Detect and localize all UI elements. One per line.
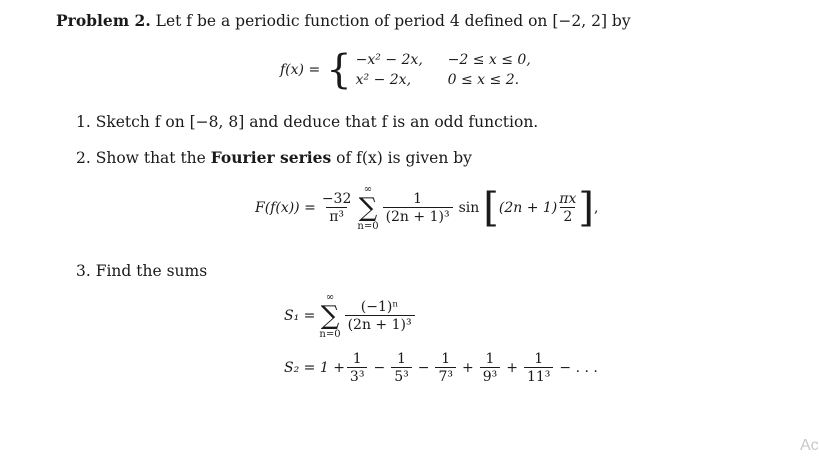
s2-operator: + <box>461 360 474 376</box>
case2-condition: 0 ≤ x ≤ 2. <box>447 72 520 88</box>
sigma-symbol: ∑ <box>358 193 378 223</box>
s2-term-denominator: 9³ <box>480 367 501 385</box>
fourier-term <box>383 191 453 225</box>
sum-upper-limit: ∞ <box>363 184 373 195</box>
s1-denominator: (2n + 1)³ <box>345 315 415 333</box>
item-3: 3. Find the sums <box>76 262 208 280</box>
sin-argument-factor: (2n + 1) <box>498 200 558 216</box>
s2-term-numerator: 1 <box>534 351 544 367</box>
s2-term <box>391 351 412 385</box>
item-2-post: of f(x) is given by <box>331 149 472 167</box>
s1-numerator: (−1)ⁿ <box>360 299 399 315</box>
s1-lower-limit: n=0 <box>319 329 341 340</box>
s2-term-numerator: 1 <box>352 351 362 367</box>
term-denominator: (2n + 1)³ <box>383 207 453 225</box>
s1-upper-limit: ∞ <box>325 292 335 303</box>
problem-label: Problem 2. <box>56 11 151 30</box>
s1-lhs: S₁ = <box>284 308 316 324</box>
s2-term-denominator: 5³ <box>391 367 412 385</box>
item-2 <box>76 148 472 167</box>
watermark-text: Ac <box>800 437 819 454</box>
argument-numerator: πx <box>559 191 577 207</box>
definition-lhs: f(x) = <box>280 62 321 78</box>
s2-term-denominator: 3³ <box>347 367 368 385</box>
s2-operator: + <box>506 360 518 376</box>
left-bracket: [ <box>483 185 499 231</box>
term-numerator: 1 <box>413 191 423 207</box>
problem-statement: Let f be a periodic function of period 4 defined on [−2, 2] by <box>155 12 631 30</box>
argument-denominator: 2 <box>560 207 575 225</box>
s2-lhs: S₂ = 1 + <box>284 360 345 376</box>
s1-term <box>345 299 415 333</box>
case1-condition: −2 ≤ x ≤ 0, <box>447 52 531 68</box>
right-bracket: ] <box>578 185 594 231</box>
s2-operator: − <box>373 360 386 376</box>
case1-expression: −x² − 2x, <box>355 52 423 68</box>
case2-expression: x² − 2x, <box>355 72 412 88</box>
s2-term <box>347 351 368 385</box>
sin-argument-fraction <box>557 191 578 225</box>
s2-operator: − <box>417 360 430 376</box>
coefficient-denominator: π³ <box>326 207 347 225</box>
s2-term-denominator: 11³ <box>524 367 553 385</box>
definition-brace: { <box>326 47 352 93</box>
s2-trailing: − . . . <box>559 360 598 376</box>
s1-summation <box>319 292 340 340</box>
coefficient-numerator: −32 <box>321 191 352 207</box>
fourier-coefficient <box>320 191 354 225</box>
fourier-lhs: F(f(x)) = <box>255 200 316 216</box>
s1-formula <box>284 292 415 340</box>
s2-term-numerator: 1 <box>396 351 406 367</box>
item-2-pre: 2. Show that the <box>76 149 211 167</box>
sin-function: sin <box>458 200 480 216</box>
piecewise-definition <box>280 47 531 93</box>
item-2-bold: Fourier series <box>210 148 332 167</box>
formula-trailing-comma: , <box>593 200 599 216</box>
s2-term <box>435 351 456 385</box>
item-1: 1. Sketch f on [−8, 8] and deduce that f is an odd function. <box>76 113 539 131</box>
sum-lower-limit: n=0 <box>357 221 379 232</box>
s2-term <box>524 351 553 385</box>
s1-sigma-symbol: ∑ <box>320 301 340 331</box>
fourier-summation <box>357 184 378 232</box>
s2-term-denominator: 7³ <box>435 367 456 385</box>
s2-term-numerator: 1 <box>485 351 495 367</box>
s2-formula <box>284 351 598 385</box>
s2-term-numerator: 1 <box>441 351 451 367</box>
fourier-series-formula <box>255 184 598 232</box>
problem-statement-line <box>56 11 631 30</box>
s2-term <box>480 351 501 385</box>
